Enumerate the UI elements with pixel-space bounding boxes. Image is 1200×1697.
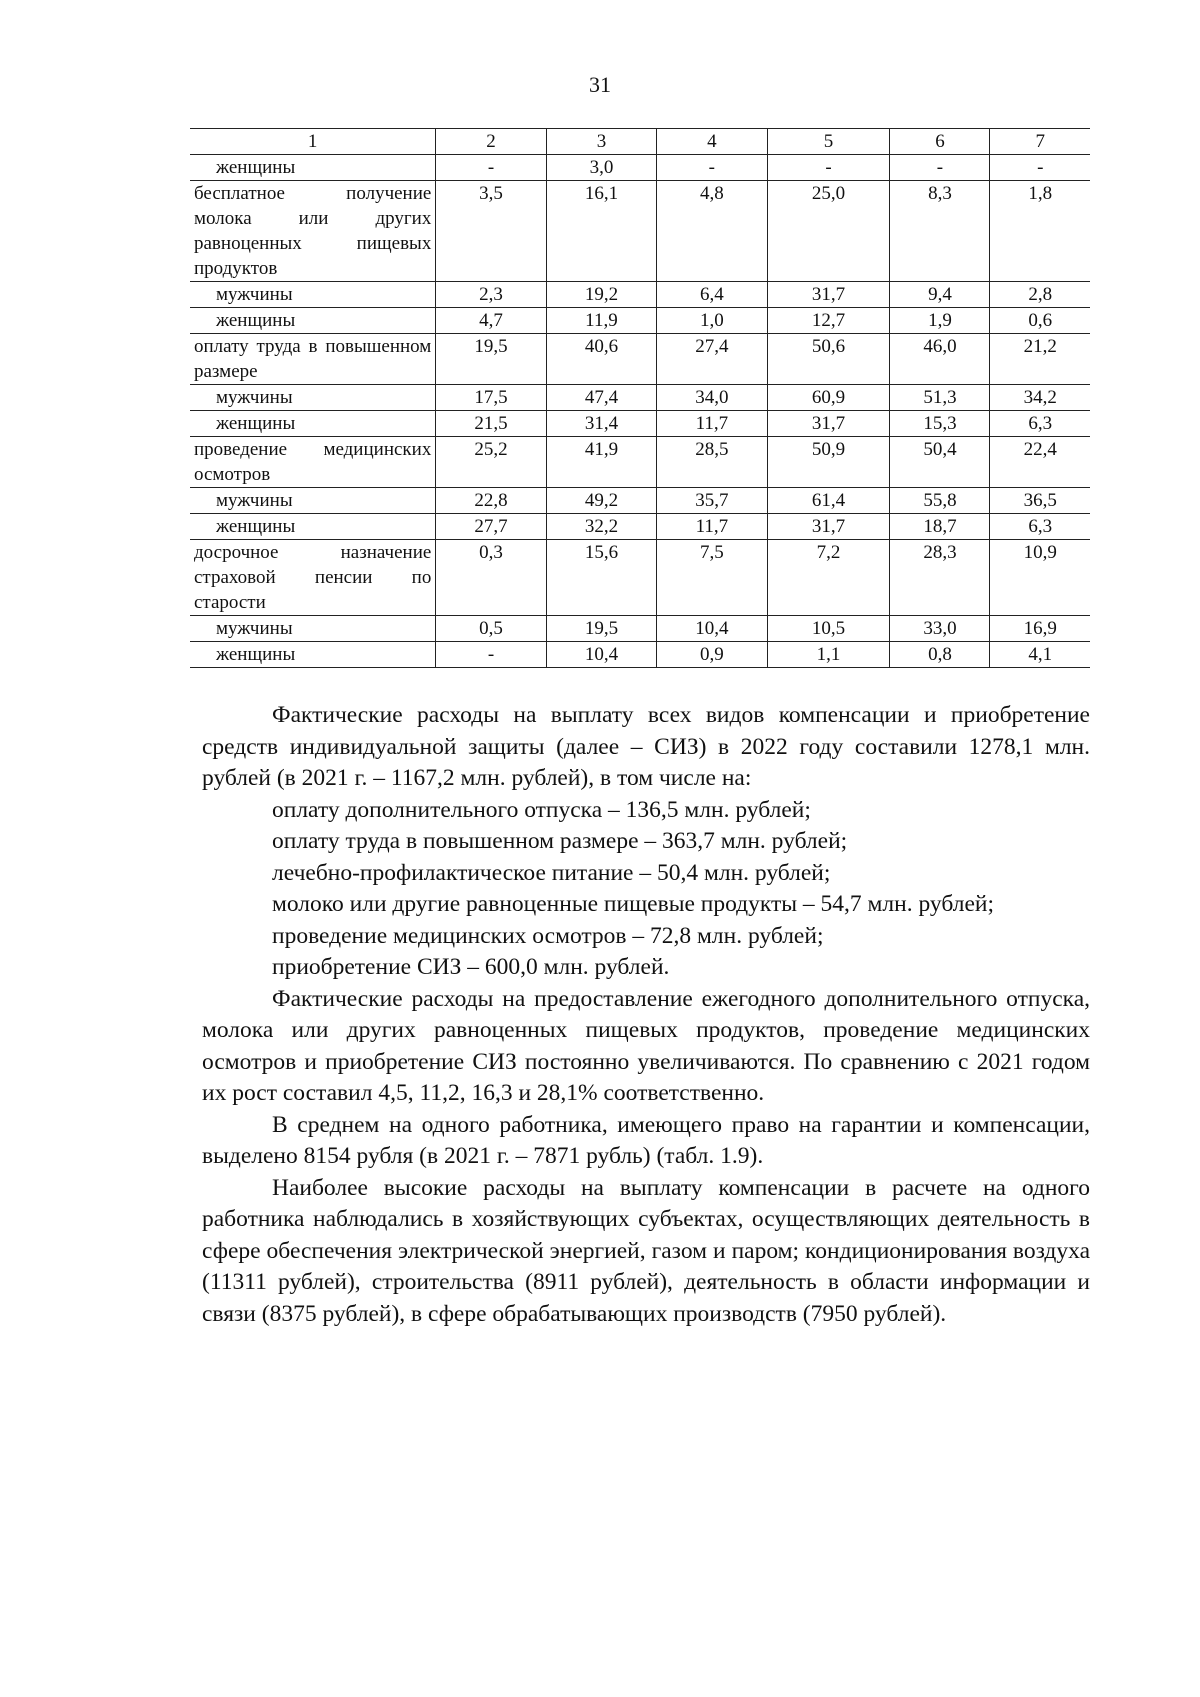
table-cell: 8,3	[890, 181, 990, 282]
table-cell: 32,2	[546, 514, 656, 540]
row-label: досрочное назначение страховой пенсии по старости	[190, 540, 436, 616]
table-cell: 40,6	[546, 334, 656, 385]
row-label: мужчины	[190, 616, 436, 642]
column-header: 4	[657, 129, 767, 155]
row-label: женщины	[190, 411, 436, 437]
table-cell: 2,3	[436, 282, 546, 308]
row-label: мужчины	[190, 282, 436, 308]
table-row	[190, 155, 1090, 181]
page-number: 31	[589, 72, 611, 97]
table-cell: 61,4	[767, 488, 890, 514]
table-cell: 36,5	[990, 488, 1090, 514]
table-row	[190, 540, 1090, 616]
table-cell: 19,5	[436, 334, 546, 385]
table-cell: 9,4	[890, 282, 990, 308]
row-label: мужчины	[190, 385, 436, 411]
table-cell: 19,2	[546, 282, 656, 308]
statistics-table	[190, 128, 1090, 668]
table-cell: 0,6	[990, 308, 1090, 334]
table-cell: 51,3	[890, 385, 990, 411]
table-cell: 10,4	[546, 642, 656, 668]
table-header-row	[190, 129, 1090, 155]
table-cell: 27,4	[657, 334, 767, 385]
table-cell: 19,5	[546, 616, 656, 642]
table-cell: 1,8	[990, 181, 1090, 282]
table-cell: 1,0	[657, 308, 767, 334]
paragraph: Фактические расходы на предоставление ежегодного дополнительного отпуска, молока или других равноценных пищевых продуктов, проведение медицинских осмотров и приобретение СИЗ постоянно увеличиваются. По сравнению с 2021 годом их рост составил 4,5, 11,2, 16,3 и 28,1% соответственно.	[202, 985, 1090, 1106]
table-cell: 21,2	[990, 334, 1090, 385]
table-row	[190, 616, 1090, 642]
column-header: 3	[546, 129, 656, 155]
column-header: 6	[890, 129, 990, 155]
table-row	[190, 308, 1090, 334]
table-cell: 22,4	[990, 437, 1090, 488]
row-label: проведение медицинских осмотров	[190, 437, 436, 488]
table-cell: 15,6	[546, 540, 656, 616]
column-header: 5	[767, 129, 890, 155]
table-cell: 0,3	[436, 540, 546, 616]
table-row	[190, 181, 1090, 282]
table-cell: 10,5	[767, 616, 890, 642]
table-cell: 60,9	[767, 385, 890, 411]
list-item: приобретение СИЗ – 600,0 млн. рублей.	[272, 954, 670, 980]
table-cell: 46,0	[890, 334, 990, 385]
table-cell: 25,2	[436, 437, 546, 488]
table-cell: 50,9	[767, 437, 890, 488]
table-cell: 10,4	[657, 616, 767, 642]
table-cell: 50,6	[767, 334, 890, 385]
paragraph: Фактические расходы на выплату всех видов компенсации и приобретение средств индивидуальной защиты (далее – СИЗ) в 2022 году составили 1278,1 млн. рублей (в 2021 г. – 1167,2 млн. рублей), в том числе на:	[202, 702, 1090, 791]
table-row	[190, 437, 1090, 488]
table-cell: 31,7	[767, 514, 890, 540]
table-body	[190, 129, 1090, 668]
table-cell: 22,8	[436, 488, 546, 514]
table-cell: -	[767, 155, 890, 181]
paragraph: В среднем на одного работника, имеющего право на гарантии и компенсации, выделено 8154 рубля (в 2021 г. – 7871 рубль) (табл. 1.9).	[202, 1111, 1090, 1169]
column-header: 1	[190, 129, 436, 155]
row-label: мужчины	[190, 488, 436, 514]
table-cell: 55,8	[890, 488, 990, 514]
list-item: проведение медицинских осмотров – 72,8 млн. рублей;	[272, 922, 824, 949]
table-cell: 25,0	[767, 181, 890, 282]
table-cell: 50,4	[890, 437, 990, 488]
table-cell: 0,8	[890, 642, 990, 668]
row-label: бесплатное получение молока или других равноценных пищевых продуктов	[190, 181, 436, 282]
table-cell: 31,4	[546, 411, 656, 437]
row-label: женщины	[190, 308, 436, 334]
table-cell: 12,7	[767, 308, 890, 334]
table-cell: 6,3	[990, 514, 1090, 540]
table-row	[190, 334, 1090, 385]
list-item: оплату труда в повышенном размере – 363,7 млн. рублей;	[272, 828, 848, 854]
body-text	[202, 700, 1090, 1330]
list-item: лечебно-профилактическое питание – 50,4 млн. рублей;	[272, 859, 831, 886]
row-label: женщины	[190, 514, 436, 540]
table-cell: 4,1	[990, 642, 1090, 668]
table-cell: 4,7	[436, 308, 546, 334]
table-cell: -	[657, 155, 767, 181]
table-cell: 6,4	[657, 282, 767, 308]
table-cell: 1,1	[767, 642, 890, 668]
table-cell: 7,5	[657, 540, 767, 616]
table-row	[190, 514, 1090, 540]
table-cell: 34,2	[990, 385, 1090, 411]
table-cell: 18,7	[890, 514, 990, 540]
table-cell: 16,9	[990, 616, 1090, 642]
table-row	[190, 411, 1090, 437]
table-cell: 35,7	[657, 488, 767, 514]
table-cell: 16,1	[546, 181, 656, 282]
table-cell: 34,0	[657, 385, 767, 411]
table-cell: 7,2	[767, 540, 890, 616]
table-cell: -	[436, 155, 546, 181]
table-cell: 2,8	[990, 282, 1090, 308]
table-cell: -	[890, 155, 990, 181]
table-cell: 3,5	[436, 181, 546, 282]
table-cell: 11,7	[657, 514, 767, 540]
table-cell: 15,3	[890, 411, 990, 437]
table-cell: 11,9	[546, 308, 656, 334]
list-item: оплату дополнительного отпуска – 136,5 млн. рублей;	[272, 796, 811, 823]
table-row	[190, 642, 1090, 668]
table-cell: 28,3	[890, 540, 990, 616]
list-item: молоко или другие равноценные пищевые продукты – 54,7 млн. рублей;	[272, 891, 994, 917]
paragraph: Наиболее высокие расходы на выплату компенсации в расчете на одного работника наблюдались в хозяйствующих субъектах, осуществляющих деятельность в сфере обеспечения электрической энергией, газом и паром; кондиционирования воздуха (11311 рублей), строительства (8911 рублей), деятельность в области информации и связи (8375 рублей), в сфере обрабатывающих производств (7950 рублей).	[202, 1174, 1090, 1327]
table-cell: 31,7	[767, 282, 890, 308]
row-label: оплату труда в повышенном размере	[190, 334, 436, 385]
table-row	[190, 488, 1090, 514]
table-cell: 21,5	[436, 411, 546, 437]
column-header: 2	[436, 129, 546, 155]
table-cell: -	[990, 155, 1090, 181]
table-cell: 17,5	[436, 385, 546, 411]
table-cell: 4,8	[657, 181, 767, 282]
table-cell: 49,2	[546, 488, 656, 514]
table-cell: 11,7	[657, 411, 767, 437]
table-cell: 6,3	[990, 411, 1090, 437]
table-cell: 0,9	[657, 642, 767, 668]
table-cell: 1,9	[890, 308, 990, 334]
table-cell: 0,5	[436, 616, 546, 642]
table-cell: 33,0	[890, 616, 990, 642]
table-cell: 31,7	[767, 411, 890, 437]
table-cell: 27,7	[436, 514, 546, 540]
table-cell: -	[436, 642, 546, 668]
table-cell: 3,0	[546, 155, 656, 181]
table-row	[190, 282, 1090, 308]
table-cell: 28,5	[657, 437, 767, 488]
column-header: 7	[990, 129, 1090, 155]
row-label: женщины	[190, 155, 436, 181]
table-cell: 10,9	[990, 540, 1090, 616]
table-cell: 47,4	[546, 385, 656, 411]
table-row	[190, 385, 1090, 411]
row-label: женщины	[190, 642, 436, 668]
table-cell: 41,9	[546, 437, 656, 488]
